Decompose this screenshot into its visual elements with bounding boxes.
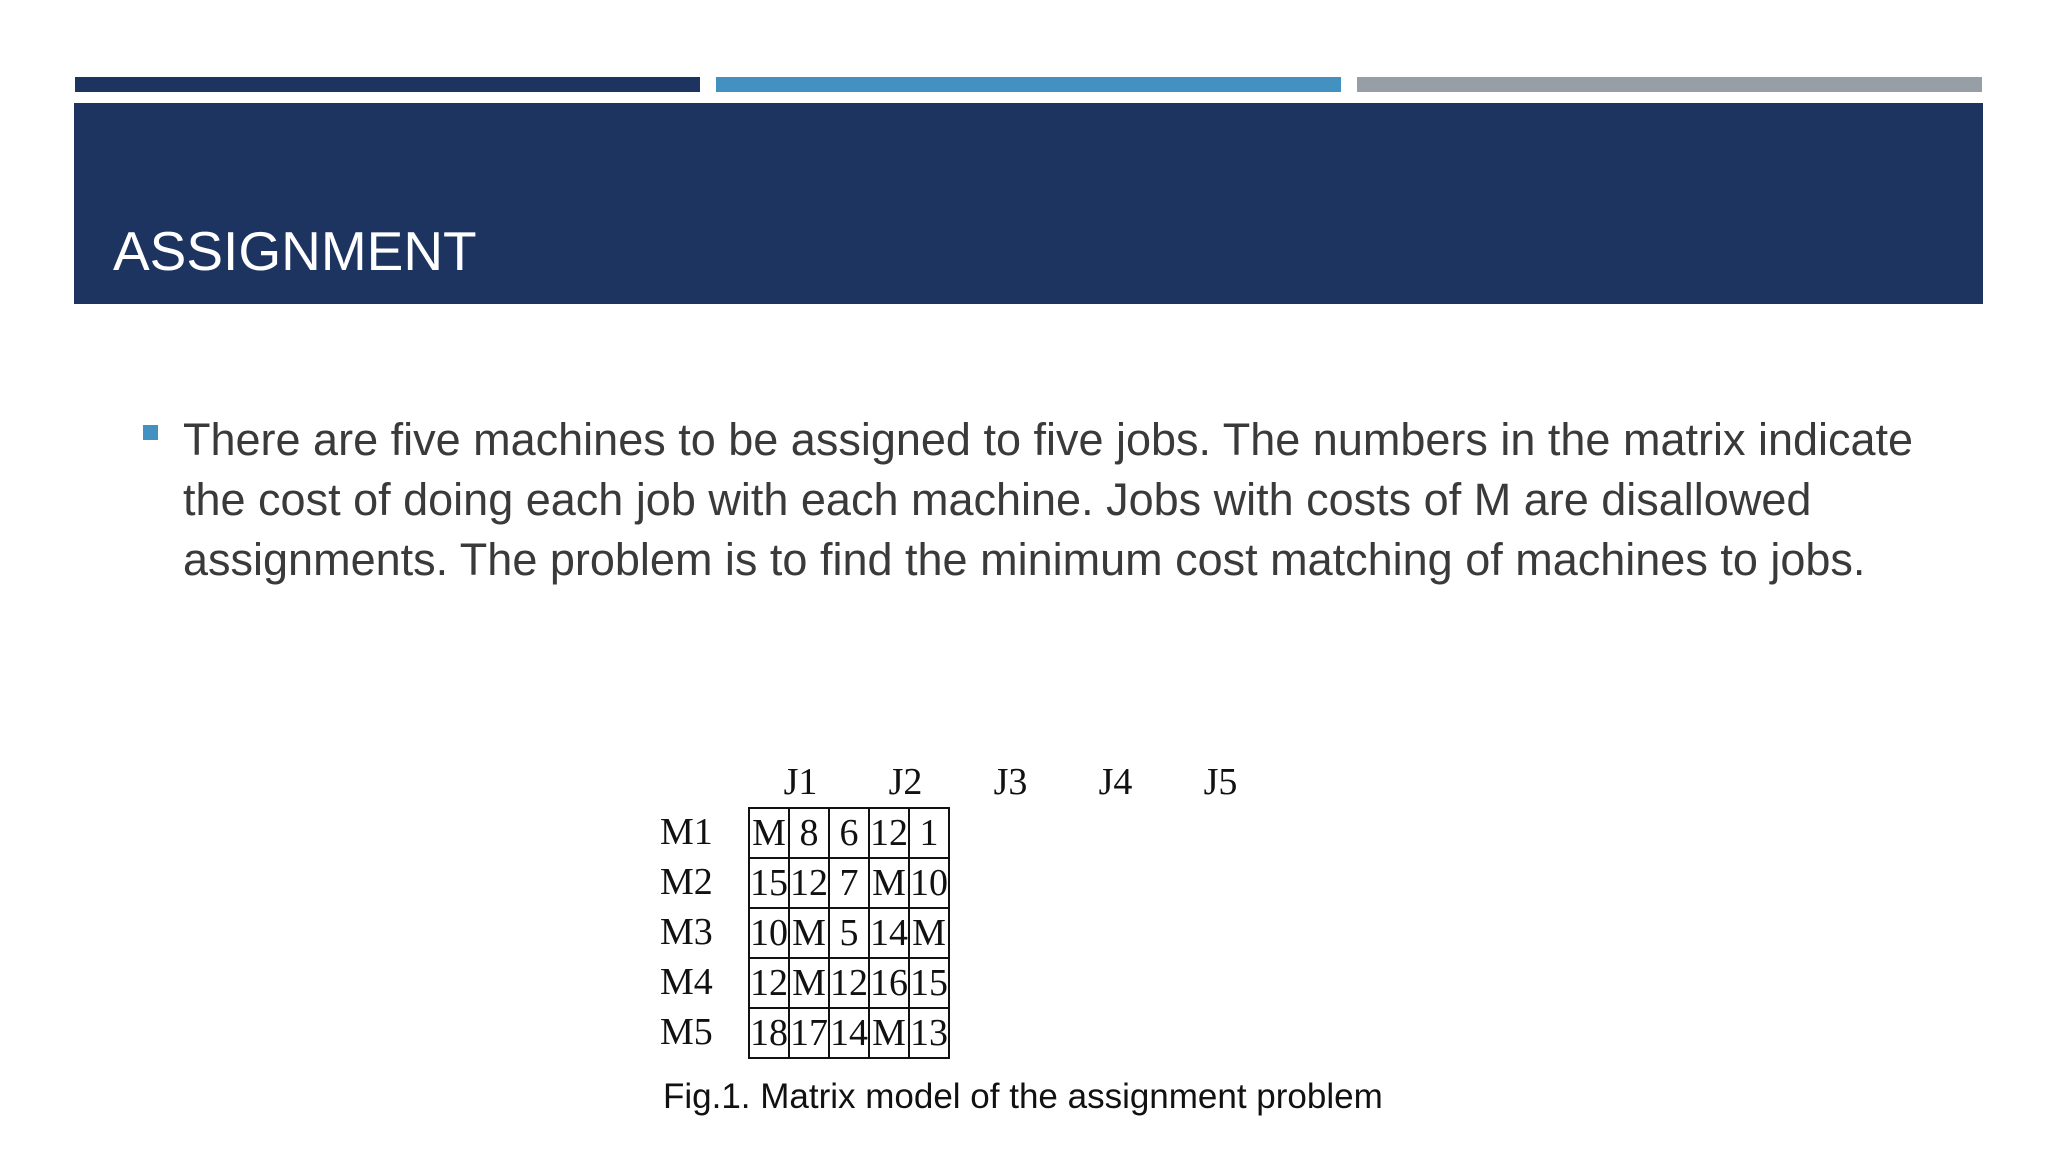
table-cell: 12 [789, 858, 829, 908]
table-cell: M [749, 808, 789, 858]
table-cell: 6 [829, 808, 869, 858]
table-cell: 13 [909, 1008, 949, 1058]
column-header: J4 [1098, 761, 1133, 803]
slide-title: ASSIGNMENT [113, 220, 477, 282]
row-header: M2 [660, 861, 713, 903]
table-row [749, 1008, 949, 1058]
bullet-line: assignments. The problem is to find the minimum cost matching of machines to jobs. [183, 534, 1866, 585]
table-cell: 18 [749, 1008, 789, 1058]
table-cell: 12 [749, 958, 789, 1008]
row-header: M3 [660, 911, 713, 953]
table-cell: 12 [829, 958, 869, 1008]
table-row [749, 958, 949, 1008]
bullet-square-icon [143, 425, 158, 440]
figure-caption: Fig.1. Matrix model of the assignment problem [663, 1077, 1383, 1116]
table-cell: M [789, 908, 829, 958]
column-header: J5 [1203, 761, 1238, 803]
table-cell: 17 [789, 1008, 829, 1058]
column-headers [748, 757, 1273, 807]
table-cell: M [869, 858, 909, 908]
bullet-line: There are five machines to be assigned to five jobs. The numbers in the matrix indicate [183, 414, 1914, 465]
table-cell: 5 [829, 908, 869, 958]
table-cell: M [909, 908, 949, 958]
table-cell: M [869, 1008, 909, 1058]
table-cell: 15 [749, 858, 789, 908]
table-cell: 15 [909, 958, 949, 1008]
column-header: J3 [993, 761, 1028, 803]
table-cell: 10 [749, 908, 789, 958]
table-cell: 14 [869, 908, 909, 958]
table-row [749, 858, 949, 908]
accent-stripe-blue [716, 77, 1341, 92]
row-header: M5 [660, 1011, 713, 1053]
accent-stripe-gray [1357, 77, 1982, 92]
table-cell: 1 [909, 808, 949, 858]
column-header: J2 [888, 761, 923, 803]
bullet-paragraph [183, 410, 1983, 590]
cost-table [748, 807, 950, 1059]
table-cell: 12 [869, 808, 909, 858]
table-cell: 7 [829, 858, 869, 908]
row-header: M1 [660, 811, 713, 853]
table-row [749, 808, 949, 858]
table-cell: 14 [829, 1008, 869, 1058]
table-cell: M [789, 958, 829, 1008]
accent-stripe-navy [75, 77, 700, 92]
table-cell: 8 [789, 808, 829, 858]
table-cell: 10 [909, 858, 949, 908]
bullet-line: the cost of doing each job with each machine. Jobs with costs of M are disallowed [183, 474, 1812, 525]
column-header: J1 [783, 761, 818, 803]
table-row [749, 908, 949, 958]
table-cell: 16 [869, 958, 909, 1008]
row-header: M4 [660, 961, 713, 1003]
